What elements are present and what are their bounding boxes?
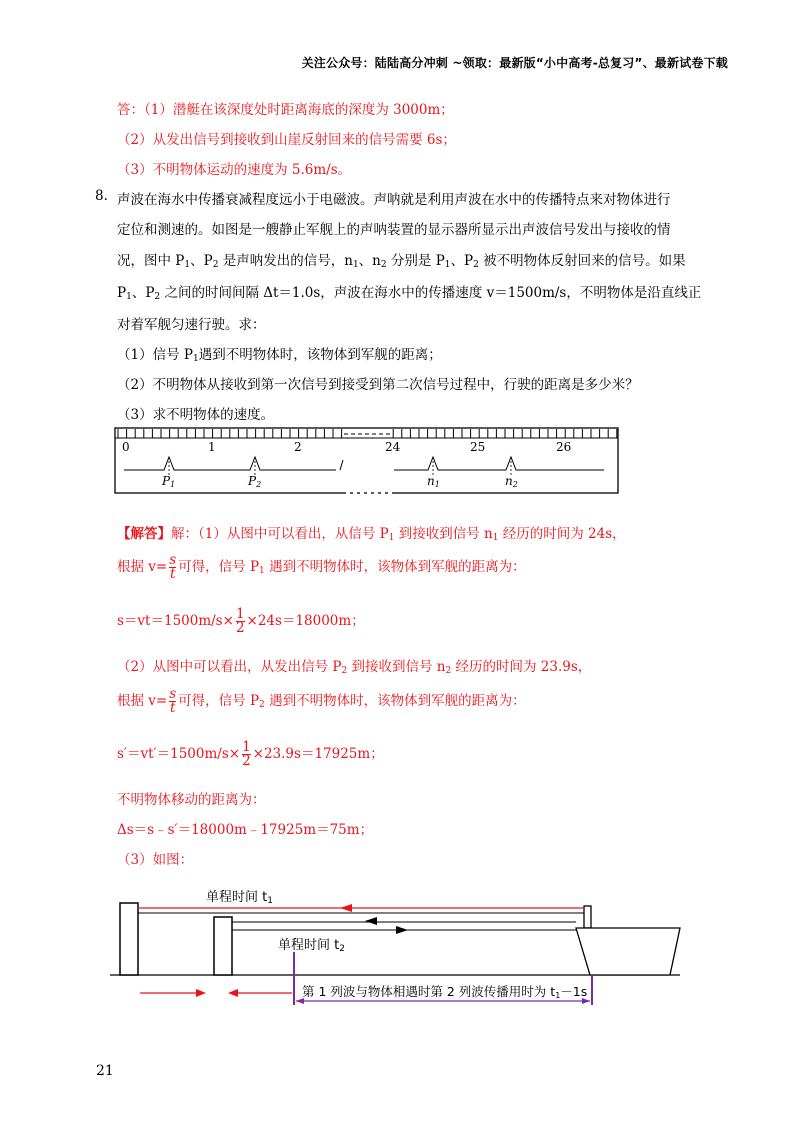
page-header: 关注公众号：陆陆高分冲刺 ~领取：最新版“小中高考-总复习”、最新试卷下载: [301, 56, 728, 70]
arrow-black-right: [396, 926, 408, 934]
question-3: （3）求不明物体的速度。: [117, 407, 275, 423]
n2-label: n2: [505, 474, 518, 489]
scale-label-24: 24: [385, 440, 401, 454]
solution-line-2: 根据 v= $\frac{s}{t}$ 可得，信号 $P_1$ 遇到不明物体时，该物体到军舰的距离为：: [117, 552, 526, 582]
problem-line-4: $P_1$、$P_2$ 之间的时间间隔 Δt＝1.0s，声波在海水中的传播速度 v＝1500m/s，不明物体是沿直线正: [117, 285, 702, 302]
scale-label-2: 2: [294, 440, 302, 454]
prev-answer-2: （2）从发出信号到接收到山崖反射回来的信号需要 6s；: [117, 132, 456, 148]
prev-answer-1: 答：（1）潜艇在该深度处时距离海底的深度为 3000m；: [117, 102, 454, 118]
p2-label: P2: [248, 474, 262, 489]
scale-label-25: 25: [470, 440, 486, 454]
signal-trace-right: [394, 457, 604, 470]
arrow-red-left: [340, 904, 352, 912]
solution-line-8: Δs＝s﹣s′＝18000m﹣17925m＝75m；: [117, 822, 374, 838]
t2-label: 单程时间 t2: [278, 938, 345, 954]
solution-line-7: 不明物体移动的距离为：: [117, 792, 266, 808]
question-2: （2）不明物体从接收到第一次信号到接受到第二次信号过程中，行驶的距离是多少米？: [117, 377, 639, 393]
scale-ticks: [118, 429, 617, 438]
ship-position-2: [214, 917, 232, 975]
sonar-display-figure: [114, 427, 619, 495]
fraction-half: $\frac{1}{2}$: [235, 606, 245, 636]
question-1: （1）信号 $P_1$遇到不明物体时，该物体到军舰的距离；: [117, 347, 442, 364]
ship-position-1: [120, 903, 138, 975]
problem-number: 8.: [95, 188, 108, 204]
object-mast: [584, 906, 591, 928]
object-hull: [576, 928, 680, 975]
arrow-black-left: [365, 917, 377, 925]
problem-line-3: 况，图中 $P_1$、$P_2$ 是声呐发出的信号，$n_1$、$n_2$ 分别是 $P_1$、$P_2$ 被不明物体反射回来的信号。如果: [117, 253, 686, 270]
problem-line-5: 对着军舰匀速行驶。求：: [117, 317, 266, 333]
scale-label-26: 26: [556, 440, 572, 454]
problem-line-1: 声波在海水中传播衰减程度远小于电磁波。声呐就是利用声波在水中的传播特点来对物体进行: [117, 192, 671, 208]
problem-line-2: 定位和测速的。如图是一艘静止军舰上的声呐装置的显示器所显示出声波信号发出与接收的情: [117, 222, 671, 238]
solution-line-3: s＝vt＝1500m/s× $\frac{1}{2}$ ×24s＝18000m；: [117, 606, 365, 636]
figure-caption: 第 1 列波与物体相遇时第 2 列波传播用时为 t1－1s: [302, 984, 588, 1000]
solution-line-5: 根据 v= $\frac{s}{t}$ 可得，信号 $P_2$ 遇到不明物体时，该物体到军舰的距离为：: [117, 686, 526, 716]
prev-answer-3: （3）不明物体运动的速度为 5.6m/s。: [117, 162, 352, 178]
solution-line-4: （2）从图中可以看出，从发出信号 $P_2$ 到接收到信号 $n_2$ 经历的时间为 23.9s，: [117, 659, 592, 676]
signal-trace-left: [124, 457, 336, 470]
solution-line-9: （3）如图：: [117, 852, 194, 868]
p1-label: P1: [162, 474, 176, 489]
t1-label: 单程时间 t1: [206, 890, 273, 906]
fraction-s-over-t: $\frac{s}{t}$: [169, 552, 177, 582]
solution-line-1: 【解答】解：（1）从图中可以看出，从信号 $P_1$ 到接收到信号 $n_1$ 经历的时间为 24s，: [117, 526, 626, 543]
scale-label-1: 1: [208, 440, 216, 454]
scale-label-0: 0: [122, 440, 130, 454]
motion-diagram: [110, 880, 690, 1010]
solution-tag: 【解答】: [117, 526, 171, 542]
page-number: 21: [96, 1063, 114, 1079]
n1-label: n1: [427, 474, 440, 489]
solution-line-6: s′＝vt′＝1500m/s× $\frac{1}{2}$ ×23.9s＝17925m；: [117, 739, 384, 769]
